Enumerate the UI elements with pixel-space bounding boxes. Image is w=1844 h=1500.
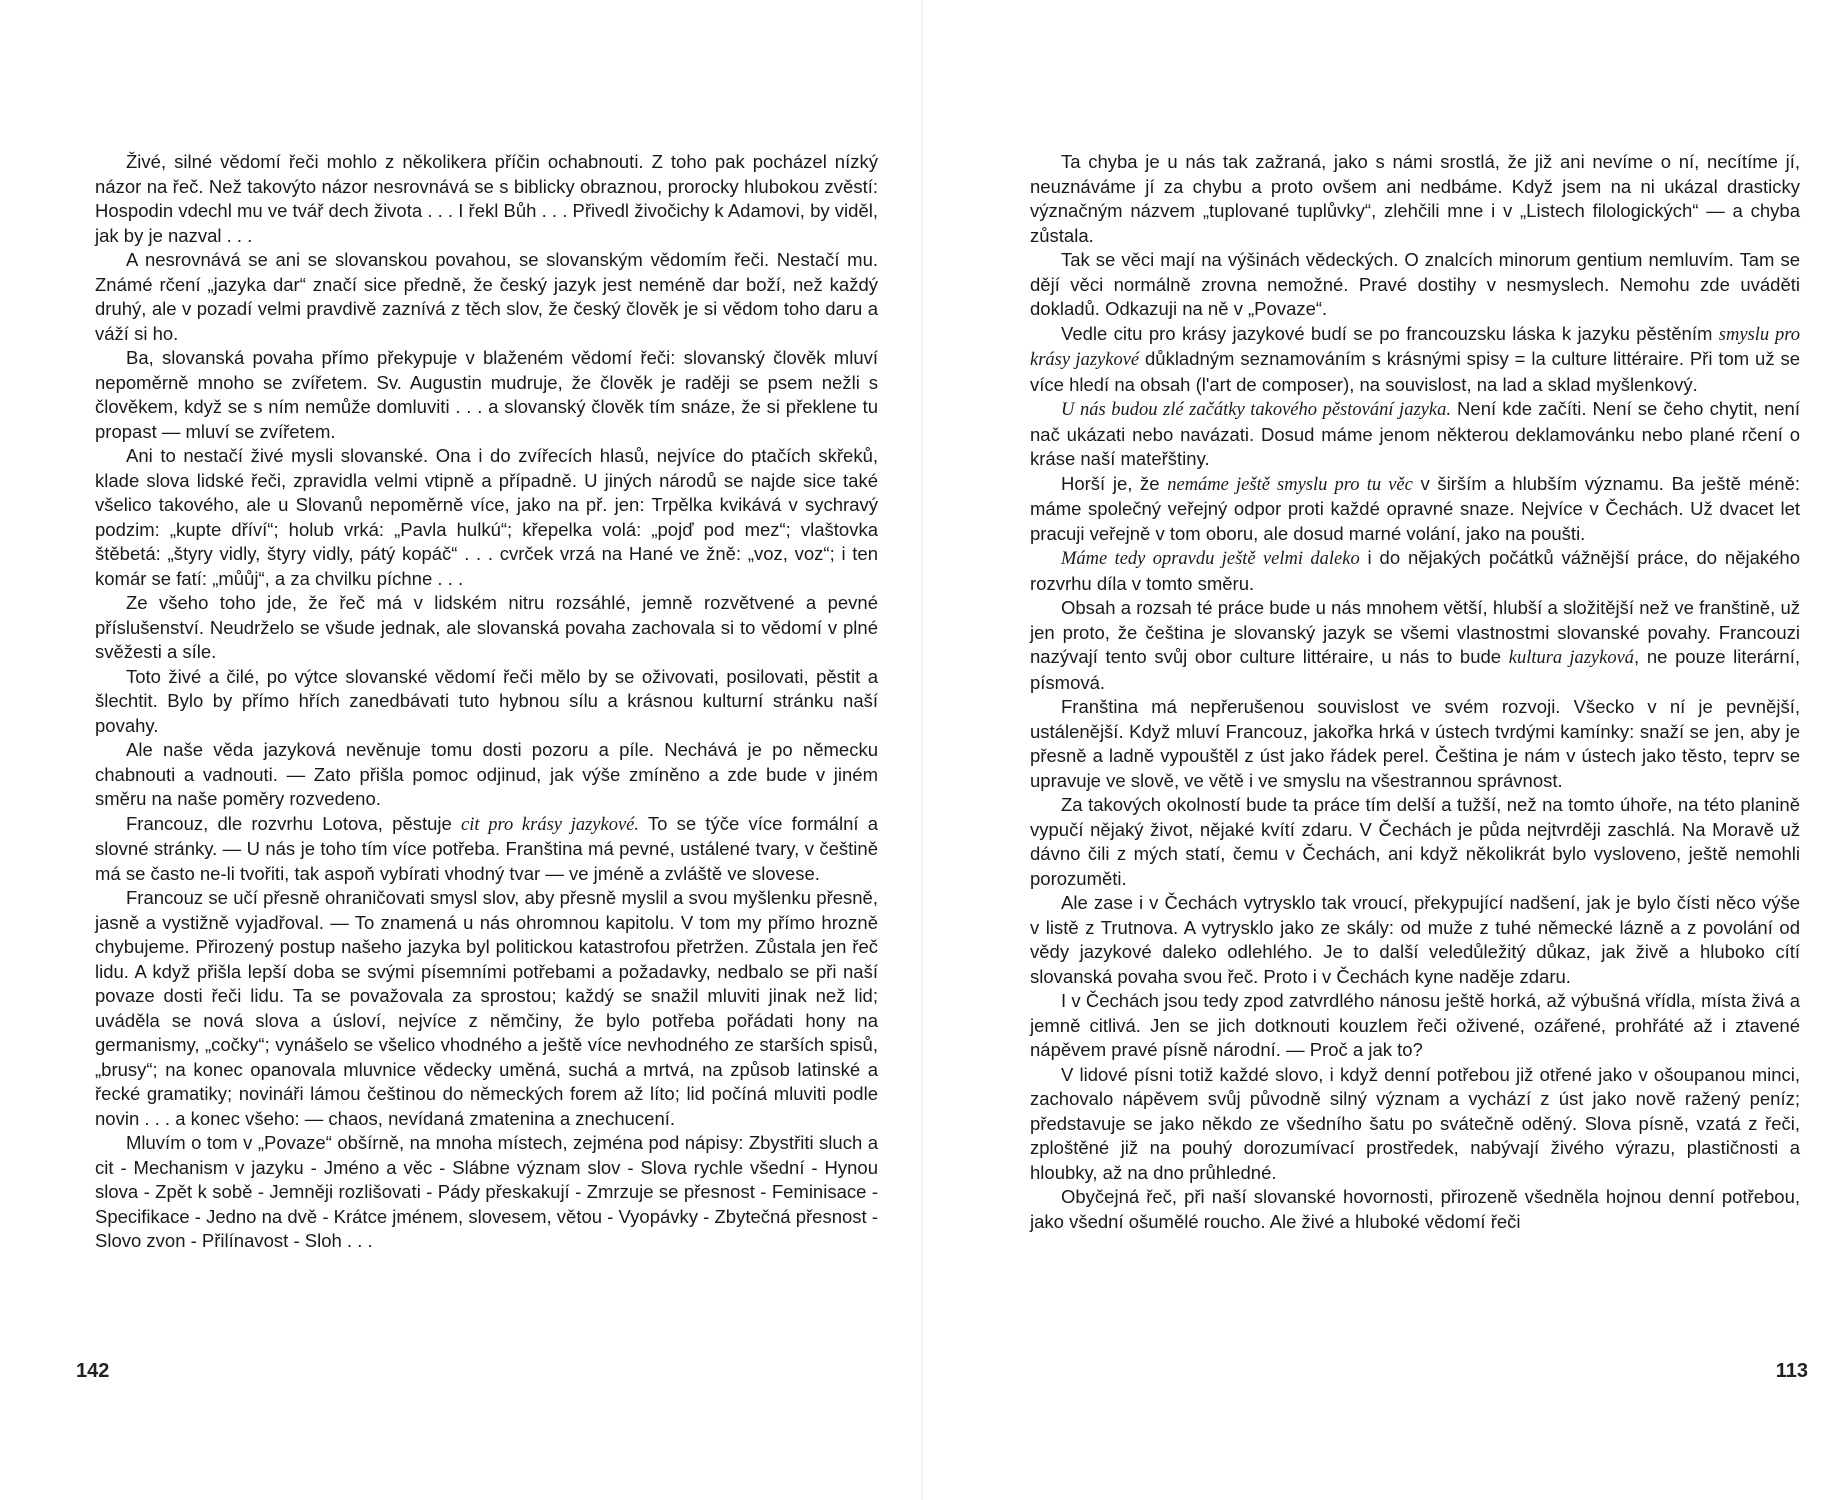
paragraph: Vedle citu pro krásy jazykové budí se po francouzsku láska k jazyku pěstěním smyslu pro krásy jazykové důkladným seznamováním s krásnými spisy = la culture littéraire. Při tom už se více hledí na obsah (l'art de composer), na souvislost, na lad a sklad myšlenkový.: [1030, 322, 1801, 395]
emphasis-text: U nás budou zlé začátky takového pěstování jazyka.: [1061, 400, 1451, 420]
page-number: 142: [76, 1360, 110, 1382]
paragraph: V lidové písni totiž každé slovo, i když denní potřebou již otřené jako v ošoupanou minci, zachovalo nápěvem svůj původně silný význam a vychází z úst jako nově ražený peníz; představuje se jako někdo ze všedního šatu po svátečně oděný. Slova písně, vzatá z řeči, zploštěné již na pouhý dorozumívací prostředek, nabývají živého výrazu, plastičnosti a hloubky, až na dno průhledné.: [1030, 1063, 1800, 1183]
paragraph: U nás budou zlé začátky takového pěstování jazyka. Není kde začíti. Není se čeho chytit, není nač ukázati nebo navázati. Dosud máme jenom některou deklamovánku nebo plané rčení o kráse naší mateřštiny.: [1030, 398, 1800, 469]
paragraph: Za takových okolností bude ta práce tím delší a tužší, než na tomto úhoře, na této planině vypučí nějaký život, nějaké kvítí zdaru. V Čechách je půda nejtvrději zaschlá. Na Moravě už dávno čili z mých statí, čemu v Čechách, ani když několikrát bylo vysloveno, ještě nemohli porozuměti.: [1030, 794, 1800, 889]
emphasis-text: smyslu pro krásy jazykové: [1030, 324, 1801, 370]
paragraph: A nesrovnává se ani se slovanskou povahou, se slovanským vědomím řeči. Nestačí mu. Známé rčení „jazyka dar“ značí sice předně, že český jazyk jest neméně dar boží, než každý druhý, ale v pozadí velmi pravdivě zaznívá z těch slov, že český člověk je si vědom toho daru a váží si ho.: [95, 249, 878, 344]
emphasis-text: kultura jazyková: [1508, 648, 1635, 668]
paragraph: Francouz se učí přesně ohraničovati smysl slov, aby přesně myslil a svou myšlenku přesně, jasně a vystižně vyjadřoval. — To znamená u nás ohromnou kapitolu. V tom my přímo hrozně chybujeme. Přirozený postup našeho jazyka byl politickou katastrofou přetržen. Zůstala jen řeč lidu. A když přišla lepší doba se svými písemními potřebami a požadavky, nedbalo se při naší povaze dosti řeči lidu. Ta se považovala za sprostou; každý se snažil mluviti jinak než lid; uváděla se nová slova a úsloví, nejvíce z němčiny, že bylo potřeba pořádati hony na germanismy, „cočky“; vynášelo se všelico vhodného a ještě více nevhodného ze starších spisů, „brusy“; na konec opanovala mluvnice vědecky uměná, suchá a mrtvá, na způsob latinské a řecké gramatiky; novináři lámou češtinou do německých forem až líto; lid počíná mluviti podle novin . . . a konec všeho: — chaos, nevídaná zmatenina a znechucení.: [95, 887, 878, 1129]
paragraph: Ale zase i v Čechách vytrysklo tak vroucí, překypující nadšení, jak je bylo čísti něco výše v listě z Trutnova. A vytrysklo jako ze skály: od muže z tuhé německé lázně a z povolání od vědy jazykové daleko odlehlého. Je to další veledůležitý důkaz, jak živě a hluboko cítí slovanská povaha svou řeč. Proto i v Čechách kyne naděje zdaru.: [1030, 892, 1800, 987]
emphasis-text: cit pro krásy jazykové.: [461, 814, 640, 835]
paragraph: Mluvím o tom v „Povaze“ obšírně, na mnoha místech, zejména pod nápisy: Zbystřiti sluch a cit - Mechanism v jazyku - Jméno a věc - Slábne význam slov - Slova rychle všední - Hynou slova - Zpět k sobě - Jemněji rozlišovati - Pády přeskakují - Zmrzuje se přesnost - Feminisace - Specifikace - Jedno na dvě - Krátce jménem, slovesem, větou - Vyopávky - Zbytečná přesnost - Slovo zvon - Přilínavost - Sloh . . .: [95, 1132, 878, 1251]
emphasis-text: Máme tedy opravdu ještě velmi daleko: [1061, 549, 1360, 569]
paragraph: Francouz, dle rozvrhu Lotova, pěstuje cit pro krásy jazykové. To se týče více formální a slovné stránky. — U nás je toho tím více potřeba. Franština má pevné, ustálené tvary, v češtině má se často ne-li tvořiti, tak aspoň vybírati vhodný tvar — ve jméně a zvláště ve slovese.: [95, 812, 879, 884]
paragraph: Toto živé a čilé, po výtce slovanské vědomí řeči mělo by se oživovati, posilovati, pěstit a šlechtit. Bylo by přímo hřích zanedbávati tuto hybnou sílu a krásnou kulturní stránku naší povahy.: [95, 665, 878, 736]
left-page-text: [95, 150, 878, 1254]
emphasis-text: nemáme ještě smyslu pro tu věc: [1167, 474, 1413, 495]
paragraph: Máme tedy opravdu ještě velmi daleko i do nějakých počátků vážnější práce, do nějakého rozvrhu díla v tomto směru.: [1030, 547, 1801, 594]
paragraph: Živé, silné vědomí řeči mohlo z několikera příčin ochabnouti. Z toho pak pocházel nízký názor na řeč. Než takovýto názor nesrovnává se s biblicky obraznou, prorocky hlubokou zvěstí: Hospodin vdechl mu ve tvář dech života . . . I řekl Bůh . . . Přivedl živočichy k Adamovi, by viděl, jak by je nazval . . .: [95, 151, 878, 246]
paragraph: Tak se věci mají na výšinách vědeckých. O znalcích minorum gentium nemluvím. Tam se dějí věci normálně zrovna nemožné. Pravé dostihy v nesmyslech. Nemohu zde uváděti dokladů. Odkazuji na ně v „Povaze“.: [1030, 249, 1800, 319]
paragraph: Ta chyba je u nás tak zažraná, jako s námi srostlá, že již ani nevíme o ní, necítíme jí, neuznáváme jí za chybu a proto ovšem ani nedbáme. Když jsem na ni ukázal drasticky význačným názvem „tuplované tuplůvky“, zlehčili mne i v „Listech filologických“ — a chyba zůstala.: [1030, 151, 1800, 246]
paragraph: Ba, slovanská povaha přímo překypuje v blaženém vědomí řeči: slovanský člověk mluví nepoměrně mnoho se zvířetem. Sv. Augustin mudruje, že člověk je raději se psem nežli s člověkem, když se s ním nemůže domluviti . . . a slovanský člověk tím snáze, že si překlene tu propast — mluví se zvířetem.: [95, 347, 878, 442]
paragraph: Obyčejná řeč, při naší slovanské hovornosti, přirozeně všedněla hojnou denní potřebou, jako všední ošumělé roucho. Ale živé a hluboké vědomí řeči: [1030, 1186, 1800, 1232]
paragraph: Horší je, že nemáme ještě smyslu pro tu věc v širším a hlubším významu. Ba ještě méně: máme společný veřejný odpor proti každé opravné snaze. Nejvíce v Čechách. Už dvacet let pracuji veřejně v tom oboru, ale dosud marné volání, jako na poušti.: [1030, 472, 1800, 544]
right-page-text: [1030, 150, 1800, 1234]
paragraph: Ale naše věda jazyková nevěnuje tomu dosti pozoru a píle. Nechává je po německu chabnouti a vadnouti. — Zato přišla pomoc odjinud, jak výše zmíněno a zde bude v jiném směru na naše poměry rozvedeno.: [95, 739, 878, 809]
paragraph: Ze všeho toho jde, že řeč má v lidském nitru rozsáhlé, jemně rozvětvené a pevné příslušenství. Neudrželo se všude jednak, ale slovanská povaha zachovala si to vědomí v plné svěžesti a síle.: [95, 592, 878, 662]
paragraph: Franština má nepřerušenou souvislost ve svém rozvoji. Všecko v ní je pevnější, ustálenější. Když mluví Francouz, jakořka hrká v ústech tvrdými kamínky: snaží se jen, aby je přesně a ladně vypouštěl z úst jako řádek perel. Čeština je nám v ústech jako těsto, teprv se upravuje ve slově, ve větě i ve smyslu na všestrannou správnost.: [1030, 696, 1800, 791]
paragraph: Ani to nestačí živé mysli slovanské. Ona i do zvířecích hlasů, nejvíce do ptačích skřeků, klade slova lidské řeči, zpravidla velmi vtipně a případně. U jiných národů se najde sice také všelico takového, ale u Slovanů nepoměrně více, jako na př. jen: Trpělka kvikává v sychravý podzim: „kupte dříví“; holub vrká: „Pavla hulkú“; křepelka volá: „pojď pod mez“; vlaštovka štěbetá: „štyry vidly, štyry vidly, pátý kopáč“ . . . cvrček vrzá na Hané ve žně: „voz, voz“; i ten komár se fatí: „můůj“, a za chvilku píchne . . .: [95, 445, 878, 589]
paragraph: I v Čechách jsou tedy zpod zatvrdlého nánosu ještě horká, až výbušná vřídla, místa živá a jemně citlivá. Jen se jich dotknouti kouzlem řeči oživené, ozářené, prohřáté až i ztavené nápěvem pravé písně národní. — Proč a jak to?: [1030, 990, 1800, 1060]
paragraph: Obsah a rozsah té práce bude u nás mnohem větší, hlubší a složitější než ve franštině, už jen proto, že čeština je slovanský jazyk se všemi vlastnostmi slovanské povahy. Francouzi nazývají tento svůj obor culture littéraire, u nás to bude kultura jazyková, ne pouze literární, písmová.: [1030, 597, 1800, 693]
page-number: 113: [1775, 1360, 1808, 1382]
right-page: [922, 0, 1844, 1500]
